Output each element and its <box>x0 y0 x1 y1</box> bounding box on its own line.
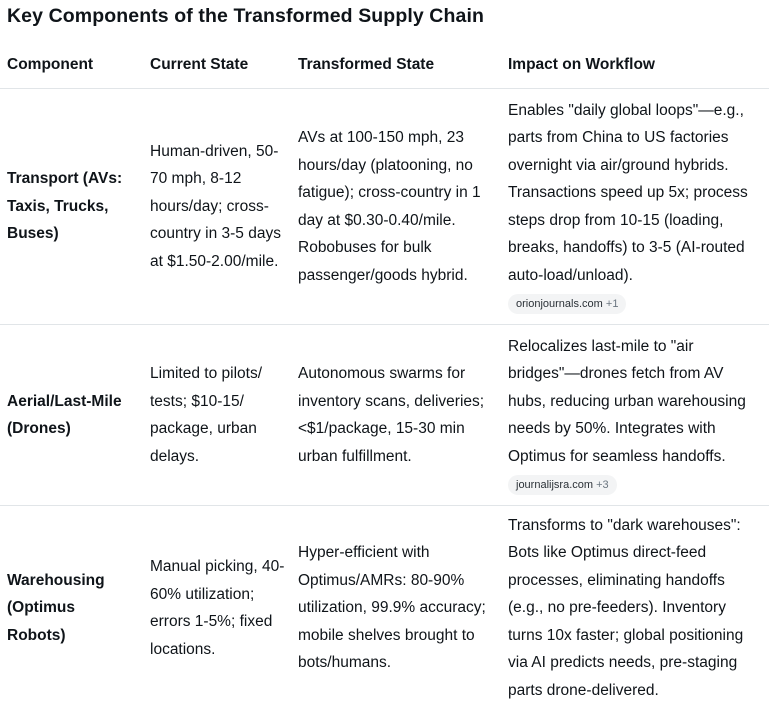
column-header-impact: Impact on Workflow <box>501 42 769 89</box>
column-header-transformed-state: Transformed State <box>291 42 501 89</box>
source-name: orionjournals.com <box>516 298 603 310</box>
source-citation-chip[interactable] <box>508 294 626 314</box>
cell-current-state: Limited to pilots/ tests; $10-15/ package, urban delays. <box>143 325 291 506</box>
column-header-current-state: Current State <box>143 42 291 89</box>
page-title: Key Components of the Transformed Supply Chain <box>7 2 484 30</box>
impact-text: Enables "daily global loops"—e.g., parts from China to US factories overnight via air/ground hybrids. Transactions speed up 5x; process steps drop from 10-15 (loading, breaks, handoffs) to 3-5 (AI-routed auto-load/unload). <box>508 102 748 284</box>
cell-impact <box>501 506 769 710</box>
impact-text: Relocalizes last-mile to "air bridges"—drones fetch from AV hubs, reducing urban warehousing needs by 50%. Integrates with Optimus for seamless handoffs. <box>508 338 746 465</box>
source-more-count: +3 <box>596 479 609 491</box>
column-header-component: Component <box>0 42 143 89</box>
cell-transformed-state: Autonomous swarms for inventory scans, deliveries; <$1/package, 15-30 min urban fulfillment. <box>291 325 501 506</box>
source-more-count: +1 <box>606 298 619 310</box>
cell-current-state: Human-driven, 50-70 mph, 8-12 hours/day; cross-country in 3-5 days at $1.50-2.00/mile. <box>143 89 291 325</box>
cell-transformed-state: Hyper-efficient with Optimus/AMRs: 80-90% utilization, 99.9% accuracy; mobile shelves brought to bots/humans. <box>291 506 501 710</box>
cell-impact <box>501 89 769 325</box>
table-row <box>0 325 769 506</box>
source-name: journalijsra.com <box>516 479 593 491</box>
components-table <box>0 42 769 710</box>
cell-transformed-state: AVs at 100-150 mph, 23 hours/day (platooning, no fatigue); cross-country in 1 day at $0.30-0.40/mile. Robobuses for bulk passenger/goods hybrid. <box>291 89 501 325</box>
cell-component: Transport (AVs: Taxis, Trucks, Buses) <box>0 89 143 325</box>
table-header-row <box>0 42 769 89</box>
source-citation-chip[interactable] <box>508 475 617 495</box>
table-row <box>0 506 769 710</box>
table-row <box>0 89 769 325</box>
cell-component: Warehousing (Optimus Robots) <box>0 506 143 710</box>
cell-component: Aerial/Last-Mile (Drones) <box>0 325 143 506</box>
impact-text: Transforms to "dark warehouses": Bots like Optimus direct-feed processes, eliminating handoffs (e.g., no pre-feeders). Inventory turns 10x faster; global positioning via AI predicts needs, pre-staging parts drone-delivered. <box>508 517 743 699</box>
cell-current-state: Manual picking, 40-60% utilization; errors 1-5%; fixed locations. <box>143 506 291 710</box>
cell-impact <box>501 325 769 506</box>
